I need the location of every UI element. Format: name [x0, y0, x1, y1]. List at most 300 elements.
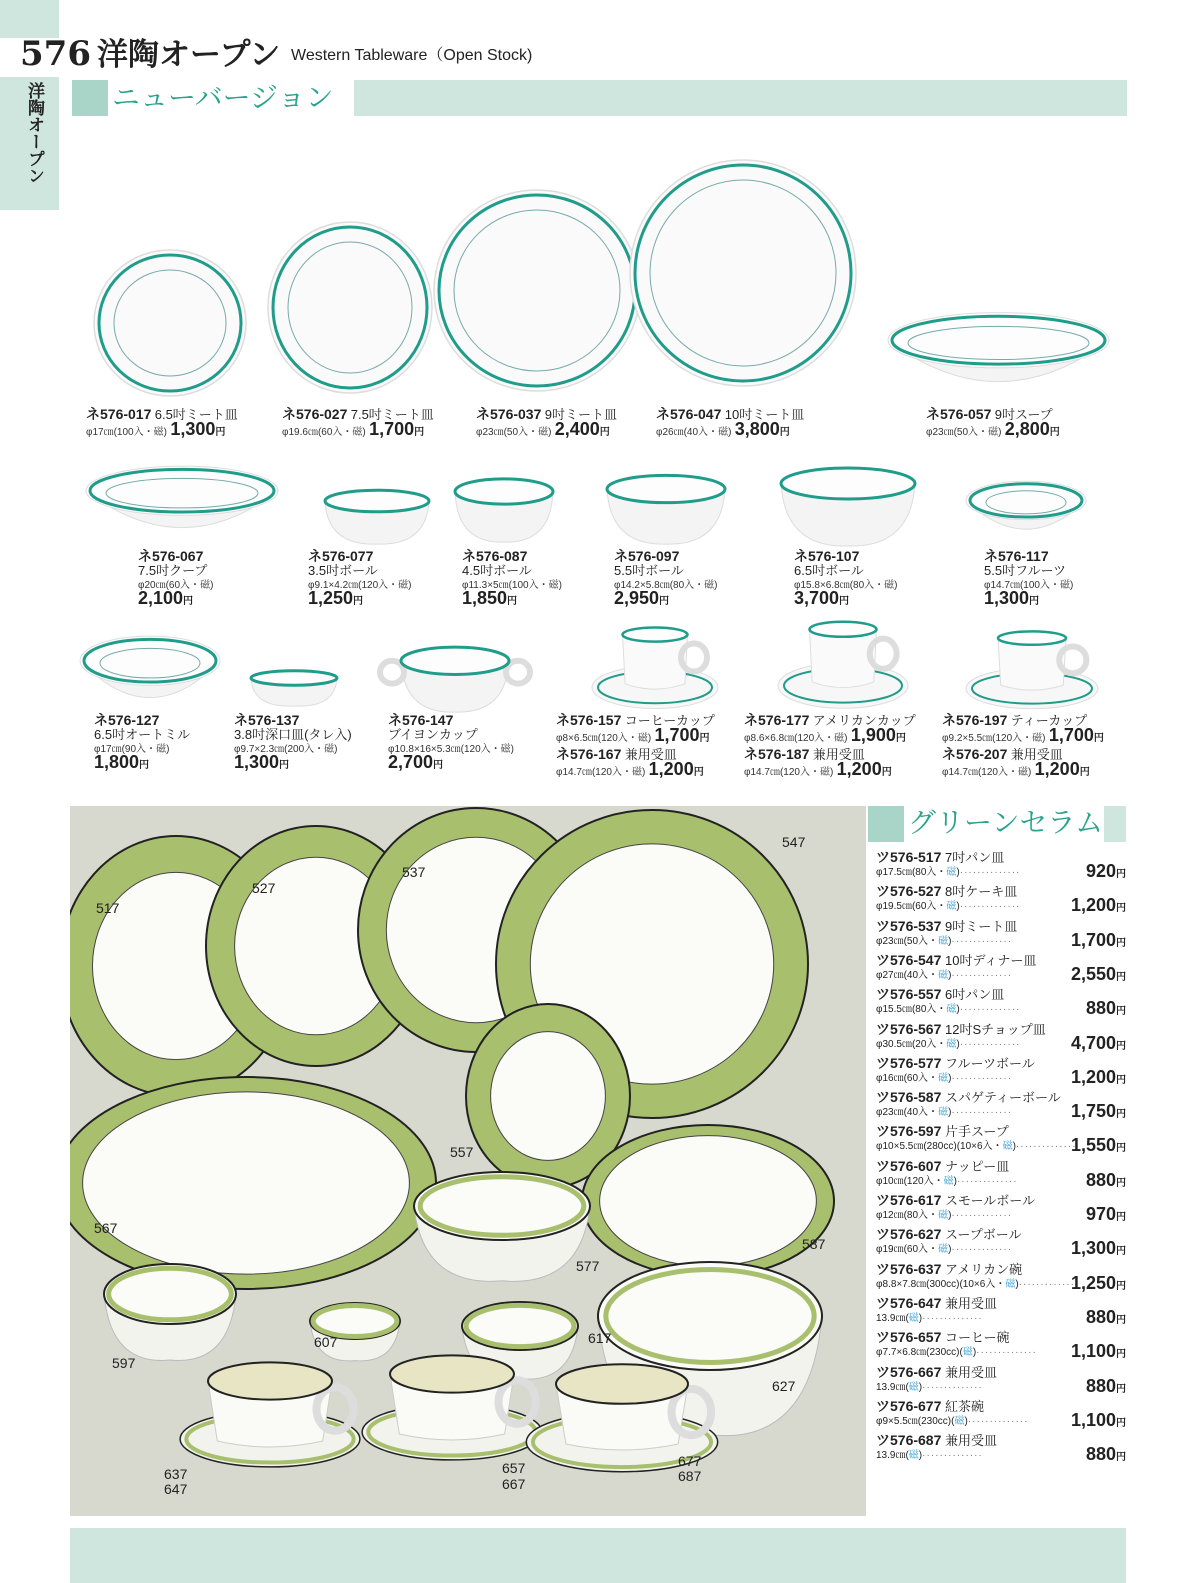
product-name: スパゲティーボール	[945, 1090, 1061, 1106]
product-label-line	[308, 564, 412, 578]
product-name: コーヒーカップ	[624, 713, 715, 728]
material-mark: 磁	[637, 733, 648, 744]
product-code: ツ576-647	[876, 1294, 942, 1311]
product-code: ツ576-587	[876, 1089, 942, 1106]
price-list-item-detail	[876, 1375, 1126, 1398]
product-code: ネ576-017	[86, 406, 152, 422]
product-price: 880	[1085, 1169, 1116, 1190]
product-label	[308, 550, 412, 608]
yen-unit: 円	[1093, 733, 1104, 744]
product-label	[388, 714, 514, 772]
leader-dots: ··············	[956, 1175, 1018, 1187]
yen-unit: 円	[1116, 1143, 1126, 1155]
product-price-box	[1086, 861, 1126, 885]
yen-unit: 円	[1116, 1383, 1126, 1395]
product-size: )	[948, 935, 952, 947]
product-name: 片手スープ	[945, 1124, 1009, 1140]
material-mark: 磁	[884, 580, 895, 591]
yen-unit: 円	[139, 760, 150, 771]
product-name: 兼用受皿	[624, 747, 677, 762]
price-list-item	[876, 1090, 1126, 1123]
price-list-item	[876, 1330, 1126, 1363]
product-name: スモールボール	[945, 1193, 1035, 1208]
product-size: φ14.2×5.8㎝(80入・	[614, 580, 705, 591]
yen-unit: 円	[1116, 903, 1126, 915]
product-size: )	[918, 1381, 923, 1393]
product-image	[432, 188, 642, 393]
product-code: ツ576-577	[876, 1054, 942, 1071]
product-price: 3,700	[794, 588, 840, 608]
product-size: φ15.5㎝(80入・	[876, 1004, 947, 1016]
yen-unit: 円	[699, 733, 710, 744]
yen-unit: 円	[1116, 1040, 1126, 1052]
product-size: φ23㎝(50入・	[926, 427, 989, 438]
product-size: )	[956, 1004, 960, 1016]
material-mark: 磁	[1005, 1278, 1016, 1290]
material-mark: 磁	[908, 1312, 919, 1324]
product-size: )	[948, 1107, 952, 1119]
product-size: φ10×5.5㎝(280cc)(10×6入・	[876, 1141, 1003, 1153]
product-price: 1,900	[850, 725, 896, 745]
product-price: 880	[1085, 1444, 1116, 1465]
product-price: 1,300	[170, 419, 216, 439]
product-size: )	[1027, 767, 1032, 778]
price-list-item-detail	[876, 1409, 1126, 1432]
material-mark: 磁	[962, 1347, 973, 1359]
product-size: )	[918, 1450, 923, 1462]
product-price: 1,200	[836, 759, 882, 779]
photo-callout-number: 637	[164, 1466, 188, 1482]
product-code: ネ576-127	[94, 712, 160, 728]
product-price: 4,700	[1070, 1032, 1116, 1053]
product-label-line	[388, 714, 514, 728]
page-title: 洋陶オープン	[97, 37, 281, 73]
yen-unit: 円	[1116, 869, 1126, 880]
yen-unit: 円	[1116, 1109, 1126, 1121]
product-price-box	[1071, 1273, 1126, 1297]
product-price: 2,400	[554, 419, 600, 439]
product-price-box	[1071, 964, 1126, 988]
product-image	[964, 478, 1088, 542]
product-image	[452, 474, 556, 544]
product-label-line	[794, 564, 898, 578]
product-label-line	[138, 564, 213, 578]
yen-unit: 円	[1079, 767, 1090, 778]
leader-dots: ··············	[951, 1072, 1013, 1084]
product-label-line	[744, 759, 892, 779]
photo-callout-number: 517	[96, 900, 120, 916]
product-price: 920	[1085, 861, 1116, 881]
product-image	[886, 308, 1111, 400]
yen-unit: 円	[1116, 1177, 1126, 1189]
product-label-line	[138, 588, 213, 608]
product-price: 1,200	[1070, 895, 1116, 916]
product-code: ネ576-117	[984, 548, 1049, 564]
material-mark: 磁	[718, 427, 729, 438]
product-size: 13.9㎝(	[876, 1450, 909, 1462]
price-list-item-detail	[876, 1135, 1126, 1157]
yen-unit: 円	[1116, 1314, 1126, 1326]
price-list-item-detail	[876, 895, 1126, 917]
product-image	[964, 628, 1100, 712]
material-mark: 磁	[938, 1210, 949, 1221]
product-price: 1,700	[1048, 725, 1094, 745]
product-price: 880	[1085, 998, 1116, 1019]
product-size: )	[998, 427, 1002, 438]
product-label	[926, 408, 1060, 439]
product-code: ネ576-097	[614, 548, 680, 564]
yen-unit: 円	[1049, 427, 1060, 438]
product-name: 5.5吋フルーツ	[984, 563, 1067, 578]
price-list-item-detail	[876, 1444, 1126, 1466]
price-list-item-detail	[876, 1032, 1126, 1055]
product-size: φ16㎝(60入・	[876, 1072, 939, 1084]
product-label-line	[94, 752, 190, 772]
product-name: 兼用受皿	[812, 747, 865, 762]
product-name: 10吋ミート皿	[724, 407, 805, 422]
leader-dots: ··············	[1018, 1278, 1080, 1290]
yen-unit: 円	[779, 427, 790, 438]
product-code: ツ576-657	[876, 1329, 942, 1346]
product-size: φ9.7×2.3㎝(200入・	[234, 744, 325, 755]
photo-callout-number: 527	[252, 880, 276, 896]
price-list-item	[876, 987, 1126, 1020]
product-size: φ14.7㎝(100入・	[984, 580, 1060, 591]
material-mark: 磁	[938, 1072, 949, 1084]
yen-unit: 円	[1116, 1074, 1126, 1086]
product-size: φ8.6×6.8㎝(120入・	[744, 733, 835, 744]
price-list-item	[876, 953, 1126, 986]
price-list-item	[876, 1433, 1126, 1466]
yen-unit: 円	[693, 767, 704, 778]
product-image	[590, 624, 720, 712]
photo-callout-number: 537	[402, 864, 426, 880]
product-price: 1,100	[1070, 1341, 1116, 1362]
product-name: 10吋ディナー皿	[945, 952, 1037, 968]
product-price: 1,700	[369, 419, 415, 439]
product-price-box	[1071, 895, 1126, 919]
price-list-item	[876, 1056, 1126, 1089]
product-label	[984, 550, 1073, 608]
product-size: )	[948, 1244, 952, 1256]
section-title-new-version: ニューバージョン	[112, 81, 334, 114]
product-image	[604, 470, 728, 546]
product-code: ツ576-627	[876, 1226, 942, 1243]
product-label	[234, 714, 352, 772]
photo-callout-number: 547	[782, 834, 806, 850]
product-size: φ15.8×6.8㎝(80入・	[794, 580, 885, 591]
product-price: 970	[1085, 1204, 1116, 1224]
product-name: フルーツボール	[945, 1055, 1035, 1071]
product-name: 3.5吋ボール	[308, 563, 378, 578]
product-price-box	[1086, 1204, 1126, 1228]
material-mark: 磁	[819, 767, 830, 778]
product-price: 2,700	[388, 752, 434, 772]
product-price: 1,200	[1070, 1066, 1116, 1087]
product-size: φ10㎝(120入・	[876, 1175, 944, 1187]
leader-dots: ··············	[922, 1450, 983, 1462]
product-name: 8吋ケーキ皿	[945, 884, 1018, 900]
product-price: 2,950	[614, 588, 660, 608]
price-list-item-detail	[876, 1272, 1126, 1295]
leader-dots: ··············	[951, 935, 1013, 947]
product-size: )	[408, 580, 412, 591]
product-label-line	[656, 419, 804, 439]
product-price: 1,300	[984, 588, 1030, 608]
product-image	[266, 220, 434, 395]
product-code: ツ576-687	[876, 1432, 942, 1449]
material-mark: 磁	[324, 744, 335, 755]
product-code: ツ576-557	[876, 986, 942, 1003]
yen-unit: 円	[881, 767, 892, 778]
product-price-box	[1071, 1238, 1126, 1262]
product-label-line	[794, 588, 898, 608]
product-size: )	[647, 733, 652, 744]
product-code: ツ576-527	[876, 883, 942, 900]
product-price-box	[1071, 930, 1126, 954]
product-code: ツ576-547	[876, 951, 942, 968]
product-price: 1,800	[94, 752, 140, 772]
material-mark: 磁	[988, 427, 999, 438]
product-label-line	[942, 725, 1104, 745]
page-subtitle: Western Tableware（Open Stock)	[291, 47, 533, 64]
product-size: φ10.8×16×5.3㎝(120入・	[388, 744, 501, 755]
product-name: 6.5吋ミート皿	[154, 407, 238, 422]
product-size: φ14.7㎝(120入・	[744, 767, 820, 778]
product-price-box	[1071, 1067, 1126, 1091]
material-mark: 磁	[834, 733, 845, 744]
price-list-item-detail	[876, 1066, 1126, 1089]
product-size: )	[948, 969, 952, 981]
product-size: )	[964, 1415, 968, 1427]
product-label-line	[282, 419, 434, 439]
product-code: ネ576-027	[282, 406, 348, 422]
product-code: ネ576-147	[388, 712, 454, 728]
product-label	[86, 408, 238, 439]
product-label	[744, 748, 892, 779]
product-size: )	[956, 901, 960, 913]
price-list-item-detail	[876, 1169, 1126, 1192]
product-image	[776, 618, 910, 712]
section-accent	[72, 80, 108, 116]
material-mark: 磁	[954, 1415, 965, 1427]
material-mark: 磁	[908, 1381, 919, 1393]
product-size: )	[714, 580, 718, 591]
product-label	[794, 550, 898, 608]
product-name: 兼用受皿	[945, 1364, 998, 1380]
photo-callout-number: 617	[588, 1330, 612, 1346]
yen-unit: 円	[599, 427, 610, 438]
yen-unit: 円	[1116, 937, 1126, 949]
material-mark: 磁	[1059, 580, 1070, 591]
product-size: φ11.3×5㎝(100入・	[462, 580, 549, 591]
photo-callout-number: 687	[678, 1468, 702, 1484]
product-label-line	[926, 419, 1060, 439]
product-label-line	[614, 588, 718, 608]
product-size: )	[953, 1175, 957, 1187]
material-mark: 磁	[938, 1244, 949, 1256]
product-code: ネ576-207	[942, 746, 1008, 762]
price-list-item	[876, 1227, 1126, 1260]
material-mark: 磁	[352, 427, 363, 438]
product-name: 12吋Sチョップ皿	[945, 1021, 1046, 1037]
leader-dots: ··············	[951, 969, 1013, 981]
yen-unit: 円	[659, 596, 670, 607]
yen-unit: 円	[353, 596, 364, 607]
product-price-box	[1071, 1135, 1126, 1159]
material-mark: 磁	[938, 1107, 949, 1119]
product-label-line	[462, 550, 562, 564]
product-size: 13.9㎝(	[876, 1381, 909, 1393]
product-size: φ30.5㎝(20入・	[876, 1038, 947, 1050]
product-name: 兼用受皿	[1010, 747, 1063, 762]
product-price: 1,550	[1070, 1135, 1116, 1156]
product-name: ティーカップ	[1010, 713, 1088, 728]
green-ceram-photo	[70, 806, 866, 1516]
product-price: 2,550	[1070, 963, 1116, 984]
product-name: ナッピー皿	[945, 1158, 1010, 1174]
product-size: )	[829, 767, 834, 778]
tableware-photo-illustration	[70, 806, 866, 1516]
product-size: φ7.7×6.8㎝(230cc)(	[876, 1347, 963, 1359]
product-size: )	[1015, 1278, 1019, 1290]
product-code: ツ576-667	[876, 1363, 942, 1380]
yen-unit: 円	[1116, 1452, 1126, 1464]
product-name: 兼用受皿	[945, 1295, 998, 1311]
leader-dots: ··············	[959, 1038, 1021, 1050]
product-image	[778, 462, 918, 548]
product-code: ネ576-077	[308, 548, 374, 564]
section-title-green-ceram: グリーンセラム	[908, 806, 1104, 839]
product-size: φ23㎝(50入・	[876, 935, 939, 947]
product-label	[556, 714, 715, 745]
product-price-box	[1071, 1341, 1126, 1365]
yen-unit: 円	[183, 596, 194, 607]
product-label	[556, 748, 704, 779]
product-size: φ17㎝(100入・	[86, 427, 154, 438]
product-size: )	[956, 867, 960, 878]
product-image	[92, 248, 248, 398]
product-size: )	[1069, 580, 1074, 591]
leader-dots: ··············	[951, 1107, 1013, 1119]
material-mark: 磁	[938, 935, 949, 947]
leader-dots: ··············	[959, 1004, 1021, 1016]
product-size: )	[844, 733, 848, 744]
yen-unit: 円	[279, 760, 290, 771]
yen-unit: 円	[1116, 971, 1126, 983]
price-list-item-detail	[876, 963, 1126, 986]
product-size: )	[972, 1347, 977, 1359]
material-mark: 磁	[946, 1038, 957, 1050]
product-size: )	[1042, 733, 1046, 744]
price-list-item-detail	[876, 1101, 1126, 1123]
product-code: ツ576-677	[876, 1397, 942, 1414]
product-label	[476, 408, 617, 439]
product-code: ネ576-037	[476, 406, 542, 422]
photo-callout-number: 647	[164, 1481, 188, 1497]
product-image	[380, 638, 530, 714]
product-size: φ14.7㎝(120入・	[556, 767, 632, 778]
product-label-line	[234, 714, 352, 728]
product-name: コーヒー碗	[945, 1330, 1010, 1346]
price-list-item-detail	[876, 1204, 1126, 1226]
product-name: 6.5吋オートミル	[94, 727, 191, 742]
material-mark: 磁	[631, 767, 642, 778]
product-label-line	[794, 550, 898, 564]
product-code: ネ576-197	[942, 712, 1008, 728]
product-size: )	[558, 580, 562, 591]
product-label	[614, 550, 718, 608]
price-list-item-detail	[876, 1306, 1126, 1329]
price-list-item	[876, 1365, 1126, 1398]
product-name: 3.8吋深口皿(タレ入)	[234, 727, 352, 742]
product-code: ネ576-157	[556, 712, 622, 728]
product-code: ネ576-057	[926, 406, 992, 422]
price-list-item-detail	[876, 1238, 1126, 1260]
price-list-item	[876, 1124, 1126, 1157]
product-code: ネ576-187	[744, 746, 810, 762]
product-name: スープボール	[945, 1227, 1022, 1243]
photo-callout-number: 627	[772, 1378, 796, 1394]
product-size: φ9.1×4.2㎝(120入・	[308, 580, 399, 591]
yen-unit: 円	[1116, 1417, 1126, 1429]
material-mark: 磁	[908, 1450, 919, 1462]
material-mark: 磁	[1032, 733, 1043, 744]
product-code: ツ576-517	[876, 849, 942, 865]
product-image	[78, 632, 222, 714]
product-size: φ19.5㎝(60入・	[876, 901, 947, 913]
product-size: )	[728, 427, 732, 438]
product-name: アメリカンカップ	[812, 713, 916, 728]
product-label-line	[984, 564, 1073, 578]
product-label	[656, 408, 804, 439]
yen-unit: 円	[1029, 596, 1040, 607]
leader-dots: ··············	[951, 1210, 1013, 1221]
product-price-box	[1086, 998, 1126, 1022]
product-label-line	[744, 725, 916, 745]
product-label-line	[614, 564, 718, 578]
product-size: )	[210, 580, 214, 591]
material-mark: 磁	[938, 969, 949, 981]
material-mark: 磁	[1017, 767, 1028, 778]
product-size: φ8×6.5㎝(120入・	[556, 733, 638, 744]
product-size: )	[894, 580, 898, 591]
product-price: 3,800	[734, 419, 780, 439]
product-size: φ19㎝(60入・	[876, 1244, 939, 1256]
product-code: ネ576-067	[138, 548, 204, 564]
product-name: 6.5吋ボール	[794, 563, 864, 578]
product-label-line	[656, 408, 804, 422]
price-list-item	[876, 884, 1126, 917]
price-list-item	[876, 919, 1126, 952]
product-label-line	[942, 759, 1090, 779]
product-name: 紅茶碗	[945, 1398, 985, 1414]
product-price: 1,700	[654, 725, 700, 745]
yen-unit: 円	[1116, 1212, 1126, 1223]
material-mark: 磁	[156, 744, 167, 755]
product-code: ツ576-537	[876, 917, 942, 934]
product-label	[942, 748, 1090, 779]
bottom-color-band	[70, 1528, 1126, 1583]
product-image	[628, 158, 858, 388]
product-price: 1,700	[1070, 929, 1116, 950]
product-label-line	[984, 550, 1073, 564]
product-label-line	[556, 725, 715, 745]
photo-callout-number: 587	[802, 1236, 826, 1252]
product-label-line	[308, 588, 412, 608]
product-price-box	[1086, 1307, 1126, 1331]
product-price: 880	[1085, 1306, 1116, 1327]
